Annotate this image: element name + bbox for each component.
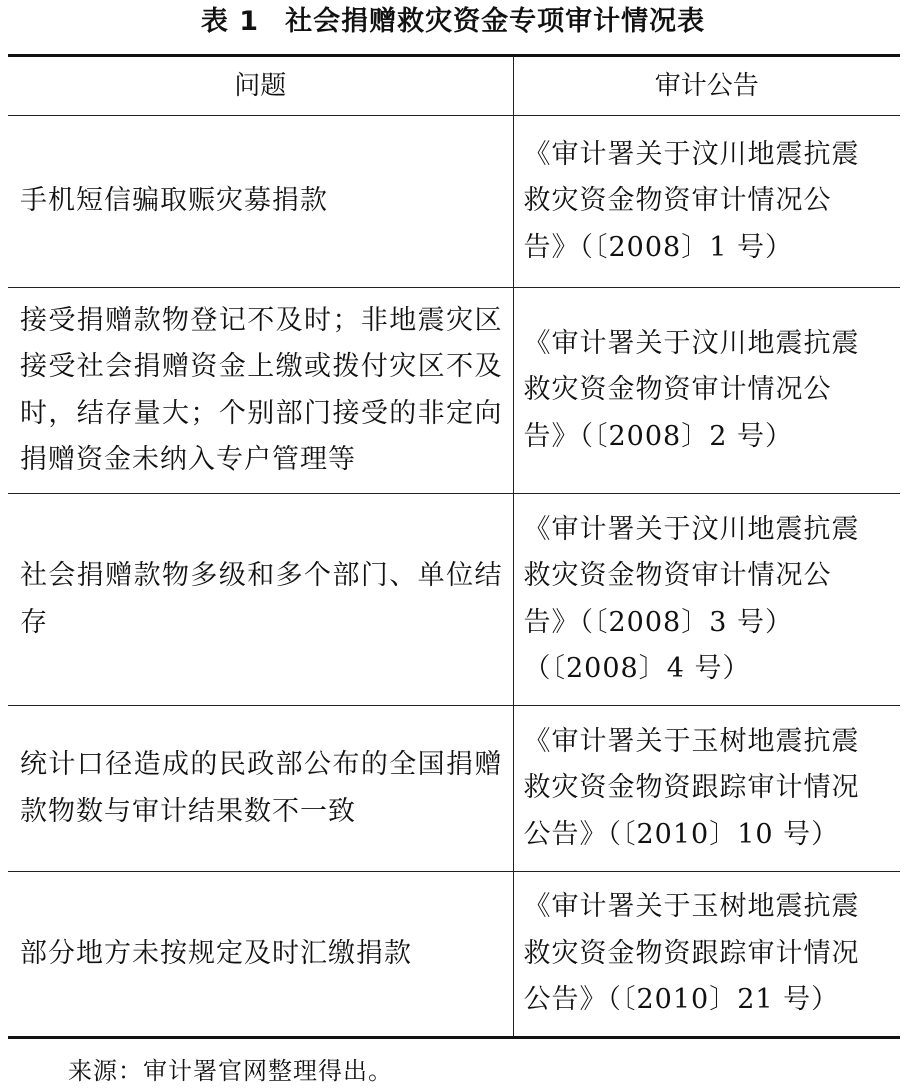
table-row (8, 116, 900, 288)
announcement-line: 救灾资金物资跟踪审计情况 (523, 937, 860, 969)
announcement-cell (513, 116, 900, 288)
announcement-cell (513, 494, 900, 706)
announcement-line: 《审计署关于玉树地震抗震 (523, 725, 860, 757)
table-title (0, 2, 906, 42)
table-row (8, 494, 900, 706)
announcement-line: 告》（〔2008〕2 号） (523, 420, 793, 452)
issue-cell: 手机短信骗取赈灾募捐款 (8, 116, 513, 288)
issue-cell: 统计口径造成的民政部公布的全国捐赠款物数与审计结果数不一致 (8, 706, 513, 872)
announcement-cell (513, 872, 900, 1038)
issue-cell: 社会捐赠款物多级和多个部门、单位结存 (8, 494, 513, 706)
announcement-line: 《审计署关于汶川地震抗震 (523, 138, 860, 170)
audit-table (8, 54, 900, 1039)
announcement-cell (513, 288, 900, 494)
announcement-line: 公告》（〔2010〕10 号） (523, 818, 840, 850)
table-row (8, 872, 900, 1038)
announcement-cell (513, 706, 900, 872)
announcement-line: 《审计署关于玉树地震抗震 (523, 891, 860, 923)
table-header-row (8, 56, 900, 116)
header-announcement: 审计公告 (513, 56, 900, 116)
announcement-line: 告》（〔2008〕1 号） (523, 231, 793, 263)
issue-cell: 接受捐赠款物登记不及时；非地震灾区接受社会捐赠资金上缴或拨付灾区不及时，结存量大；个别部门接受的非定向捐赠资金未纳入专户管理等 (8, 288, 513, 494)
table-title-text: 社会捐赠救灾资金专项审计情况表 (285, 6, 706, 37)
source-note: 来源：审计署官网整理得出。 (68, 1057, 393, 1085)
announcement-line: 救灾资金物资审计情况公 (523, 374, 832, 406)
issue-cell: 部分地方未按规定及时汇缴捐款 (8, 872, 513, 1038)
announcement-line: 告》（〔2008〕3 号） (523, 606, 793, 638)
table-row (8, 288, 900, 494)
announcement-line: 救灾资金物资审计情况公 (523, 560, 832, 591)
announcement-line: （〔2008〕4 号） (523, 653, 751, 684)
announcement-line: 公告》（〔2010〕21 号） (523, 984, 840, 1016)
announcement-line: 《审计署关于汶川地震抗震 (523, 327, 860, 359)
table-number: 表 1 (200, 6, 260, 37)
announcement-line: 救灾资金物资跟踪审计情况 (523, 772, 860, 804)
table-row (8, 706, 900, 872)
header-issue: 问题 (8, 56, 513, 116)
announcement-line: 《审计署关于汶川地震抗震 (523, 513, 860, 545)
announcement-line: 救灾资金物资审计情况公 (523, 185, 832, 217)
